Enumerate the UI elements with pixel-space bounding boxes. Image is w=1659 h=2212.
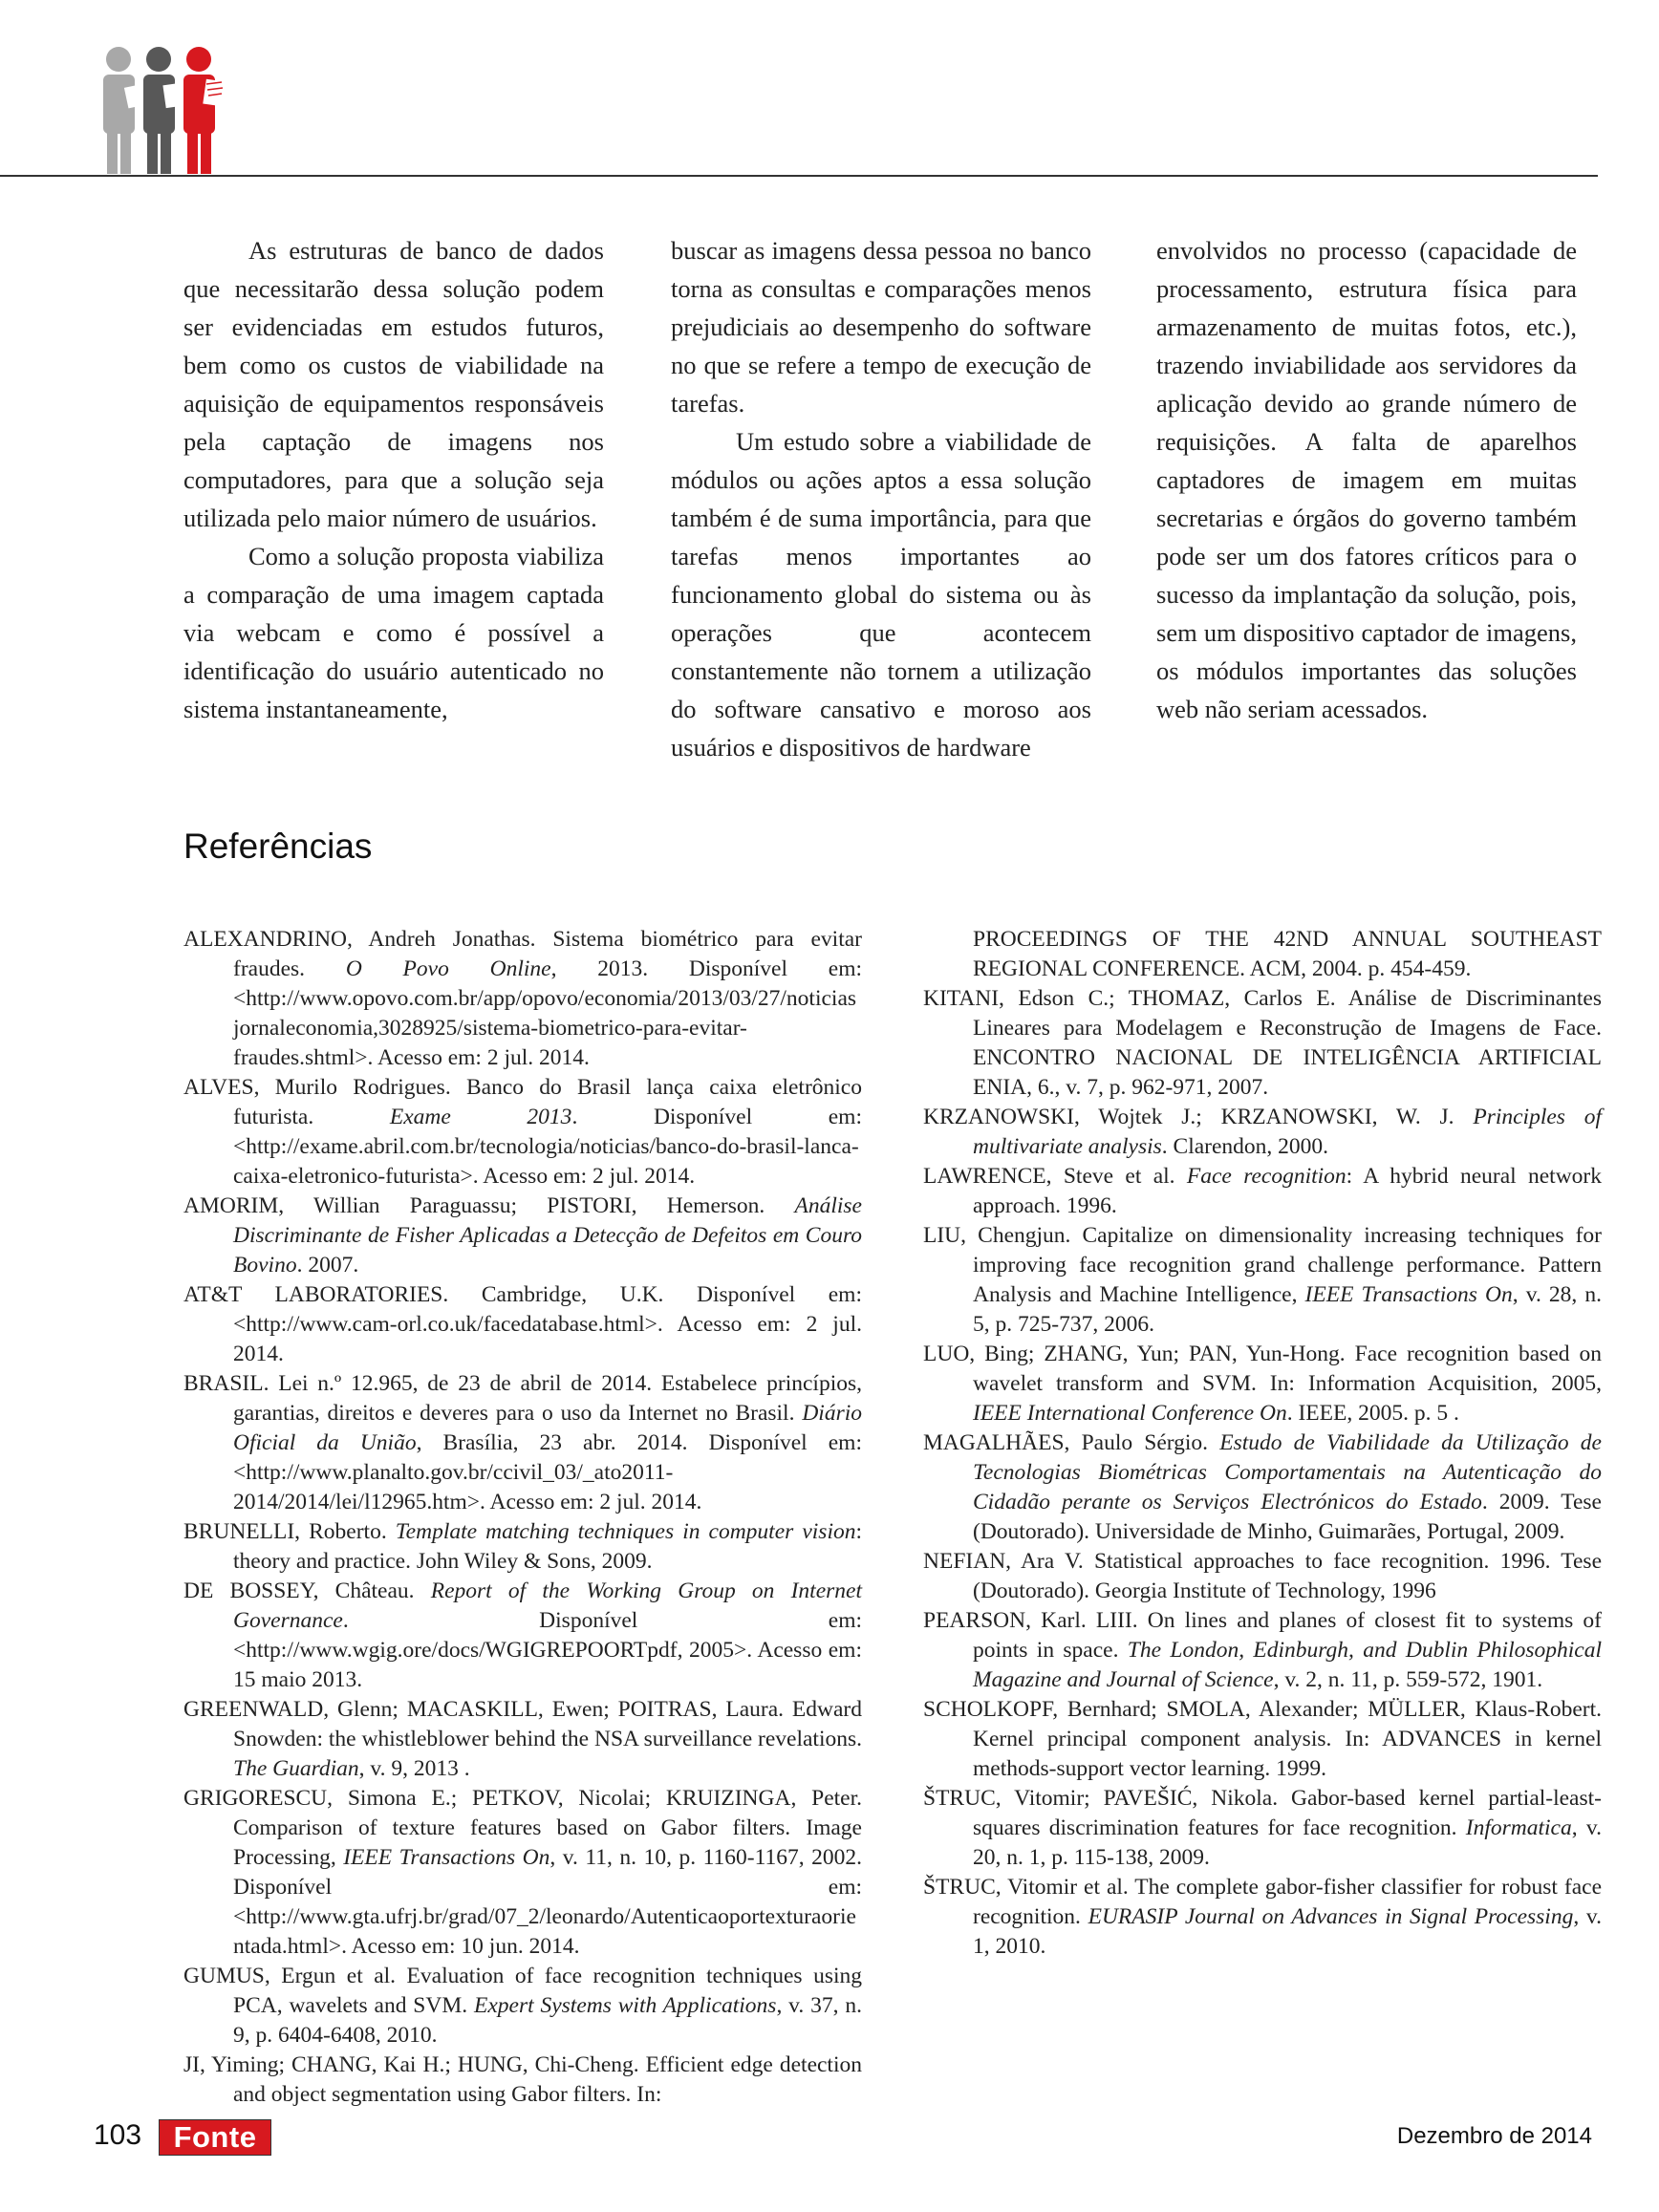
reference-entry [183,1192,862,1280]
reference-title: Report of the Working Group on Internet Governance [233,1578,862,1633]
reference-title: IEEE Transactions On [343,1845,550,1870]
reference-text: LIU, Chengjun. Capitalize on dimensionality increasing techniques for improving face recognition grand challenge performance. Pattern Analysis and Machine Intelligence, [923,1223,1602,1307]
reference-text: GREENWALD, Glenn; MACASKILL, Ewen; POITRAS, Laura. Edward Snowden: the whistleblower behind the NSA surveillance revelations. [183,1697,862,1751]
reference-text: . Clarendon, 2000. [1161,1134,1329,1159]
person-figure-red [183,47,226,174]
reference-entry [183,2051,862,2110]
body-paragraph: Um estudo sobre a viabilidade de módulos ou ações aptos a essa solução também é de suma importância, para que tarefas menos importantes ao funcionamento global do sistema ou às operações que acontecem constantemente não tornem a utilização do software cansativo e moroso aos usuários e dispositivos de hardware [671,427,1091,762]
reference-entry [923,1340,1602,1428]
reference-entry [923,1428,1602,1547]
person-figure-dark-gray [143,47,183,174]
reference-entry [183,1577,862,1695]
reference-entry [183,1369,862,1517]
reference-entry [183,1280,862,1369]
body-column-2 [671,231,1091,766]
reference-title: Diário Oficial da União [233,1401,862,1455]
reference-entry [923,925,1602,984]
reference-text: , v. 9, 2013 . [358,1756,470,1781]
body-paragraph: As estruturas de banco de dados que necessitarão dessa solução podem ser evidenciadas em estudos futuros, bem como os custos de viabilidade na aquisição de equipamentos responsáveis pela captação de imagens nos computadores, para que a solução seja utilizada pelo maior número de usuários. [183,236,604,532]
reference-title: Face recognition [1186,1164,1347,1189]
reference-text: AT&T LABORATORIES. Cambridge, U.K. Disponível em: <http://www.cam-orl.co.uk/facedatabase.html>. Acesso em: 2 jul. 2014. [183,1282,862,1366]
body-column-1 [183,231,604,728]
reference-text: ŠTRUC, Vitomir et al. The complete gabor-fisher classifier for robust face recognition. [923,1875,1602,1929]
reference-text: : theory and practice. John Wiley & Sons, 2009. [233,1519,863,1574]
reference-entry [923,1103,1602,1162]
reference-title: The London, Edinburgh, and Dublin Philosophical Magazine and Journal of Science [973,1638,1602,1692]
reference-title: Exame 2013 [389,1105,572,1129]
reference-entry [923,1221,1602,1340]
reference-title: EURASIP Journal on Advances in Signal Processing [1088,1904,1574,1929]
reference-entry [183,925,862,1073]
body-column-3 [1156,231,1577,728]
reference-entry [923,1784,1602,1873]
reference-text: NEFIAN, Ara V. Statistical approaches to face recognition. 1996. Tese (Doutorado). Georgia Institute of Technology, 1996 [923,1549,1602,1603]
reference-text: , v. 20, n. 1, p. 115-138, 2009. [973,1815,1602,1870]
reference-text: , Brasília, 23 abr. 2014. Disponível em: <http://www.planalto.gov.br/ccivil_03/_ato2011-2014/2014/lei/l12965.htm>. Acesso em: 2 jul. 2014. [233,1430,862,1514]
reference-title: Estudo de Viabilidade da Utilização de Tecnologias Biométricas Comportamentais na Autenticação do Cidadão perante os Serviços Electrónicos do Estado [973,1430,1602,1514]
reference-text: AMORIM, Willian Paraguassu; PISTORI, Hemerson. [183,1193,795,1218]
reference-entry [923,1162,1602,1221]
reference-title: Expert Systems with Applications [473,1993,777,2018]
reference-text: , v. 1, 2010. [973,1904,1602,1959]
reference-title: Template matching techniques in computer vision [395,1519,856,1544]
reference-title: Principles of multivariate analysis [973,1105,1603,1159]
reference-entry [183,1695,862,1784]
references-heading: Referências [183,827,373,866]
reference-entry [183,1962,862,2051]
reference-text: ŠTRUC, Vitomir; PAVEŠIĆ, Nikola. Gabor-based kernel partial-least-squares discrimination features for face recognition. [923,1786,1602,1840]
reference-entry [923,1695,1602,1784]
reference-text: : A hybrid neural network approach. 1996. [973,1164,1603,1218]
reference-text: LUO, Bing; ZHANG, Yun; PAN, Yun-Hong. Face recognition based on wavelet transform and SVM. In: Information Acquisition, 2005, [923,1342,1602,1396]
reference-text: , v. 2, n. 11, p. 559-572, 1901. [1273,1667,1543,1692]
reference-entry [923,984,1602,1103]
reference-text: PROCEEDINGS OF THE 42ND ANNUAL SOUTHEAST REGIONAL CONFERENCE. ACM, 2004. p. 454-459. [973,927,1602,981]
reference-text: . IEEE, 2005. p. 5 . [1286,1401,1459,1426]
references-column-left [183,925,862,2110]
magazine-logo [92,42,235,176]
reference-text: KITANI, Edson C.; THOMAZ, Carlos E. Análise de Discriminantes Lineares para Modelagem e Reconstrução de Imagens de Face. ENCONTRO NACIONAL DE INTELIGÊNCIA ARTIFICIAL ENIA, 6., v. 7, p. 962-971, 2007. [923,986,1602,1100]
reference-entry [923,1606,1602,1695]
reference-text: . 2009. Tese (Doutorado). Universidade de Minho, Guimarães, Portugal, 2009. [973,1490,1602,1544]
reference-title: Informatica [1465,1815,1572,1840]
references-column-right [923,925,1602,1962]
reference-text: ALEXANDRINO, Andreh Jonathas. Sistema biométrico para evitar fraudes. [183,927,862,981]
reference-title: Análise Discriminante de Fisher Aplicadas a Detecção de Defeitos em Couro Bovino [233,1193,862,1278]
reference-text: SCHOLKOPF, Bernhard; SMOLA, Alexander; MÜLLER, Klaus-Robert. Kernel principal component analysis. In: ADVANCES in kernel methods-support vector learning. 1999. [923,1697,1602,1781]
reference-text: LAWRENCE, Steve et al. [923,1164,1187,1189]
reference-text: . Disponível em: <http://www.wgig.ore/docs/WGIGREPOORTpdf, 2005>. Acesso em: 15 maio 2013. [233,1608,862,1692]
reference-text: , v. 37, n. 9, p. 6404-6408, 2010. [233,1993,862,2048]
reference-text: , v. 28, n. 5, p. 725-737, 2006. [973,1282,1602,1337]
reference-text: JI, Yiming; CHANG, Kai H.; HUNG, Chi-Cheng. Efficient edge detection and object segmentation using Gabor filters. In: [183,2052,862,2107]
body-paragraph: Como a solução proposta viabiliza a comparação de uma imagem captada via webcam e como é possível a identificação do usuário autenticado no sistema instantaneamente, [183,542,604,723]
reference-entry [183,1784,862,1962]
magazine-brand-logo: Fonte [159,2119,271,2156]
reference-text: . 2007. [296,1253,359,1278]
reference-title: The Guardian [233,1756,359,1781]
reference-text: MAGALHÃES, Paulo Sérgio. [923,1430,1220,1455]
person-figure-light-gray [103,47,143,174]
body-paragraph: buscar as imagens dessa pessoa no banco torna as consultas e comparações menos prejudiciais ao desempenho do software no que se refere a tempo de execução de tarefas. [671,236,1091,418]
reference-entry [183,1073,862,1192]
reference-entry [183,1517,862,1577]
reference-text: ALVES, Murilo Rodrigues. Banco do Brasil lança caixa eletrônico futurista. [183,1075,862,1129]
reference-text: , v. 11, n. 10, p. 1160-1167, 2002. Disponível em: <http://www.gta.ufrj.br/grad/07_2/leonardo/Autenticaoportexturaorientada.html>. Acesso em: 10 jun. 2014. [233,1845,863,1959]
reference-text: GUMUS, Ergun et al. Evaluation of face recognition techniques using PCA, wavelets and SVM. [183,1964,862,2018]
reference-title: O Povo Online [345,956,551,981]
reference-text: KRZANOWSKI, Wojtek J.; KRZANOWSKI, W. J. [923,1105,1474,1129]
reference-entry [923,1873,1602,1962]
reference-text: PEARSON, Karl. LIII. On lines and planes of closest fit to systems of points in space. [923,1608,1602,1663]
reference-text: GRIGORESCU, Simona E.; PETKOV, Nicolai; KRUIZINGA, Peter. Comparison of texture features based on Gabor filters. Image Processing, [183,1786,862,1870]
reference-title: IEEE Transactions On [1304,1282,1513,1307]
reference-title: IEEE International Conference On [973,1401,1287,1426]
reference-text: BRASIL. Lei n.º 12.965, de 23 de abril de 2014. Estabelece princípios, garantias, direitos e deveres para o uso da Internet no Brasil. [183,1371,862,1426]
reference-text: , 2013. Disponível em: <http://www.opovo.com.br/app/opovo/economia/2013/03/27/noticiasjornaleconomia,3028925/sistema-biometrico-para-evitar-fraudes.shtml>. Acesso em: 2 jul. 2014. [233,956,863,1070]
header-rule [0,175,1598,177]
reference-text: DE BOSSEY, Château. [183,1578,431,1603]
reference-entry [923,1547,1602,1606]
body-paragraph: envolvidos no processo (capacidade de processamento, estrutura física para armazenamento de muitas fotos, etc.), trazendo inviabilidade aos servidores da aplicação devido ao grande número de requisições. A falta de aparelhos captadores de imagem em muitas secretarias e órgãos do governo também pode ser um dos fatores críticos para o sucesso da implantação da solução, pois, sem um dispositivo captador de imagens, os módulos importantes das soluções web não seriam acessados. [1156,236,1577,723]
reference-text: BRUNELLI, Roberto. [183,1519,396,1544]
reference-text: . Disponível em: <http://exame.abril.com.br/tecnologia/noticias/banco-do-brasil-lanca-caixa-eletronico-futurista>. Acesso em: 2 jul. 2014. [233,1105,862,1189]
issue-date: Dezembro de 2014 [1396,2123,1592,2149]
page-number: 103 [94,2119,142,2151]
